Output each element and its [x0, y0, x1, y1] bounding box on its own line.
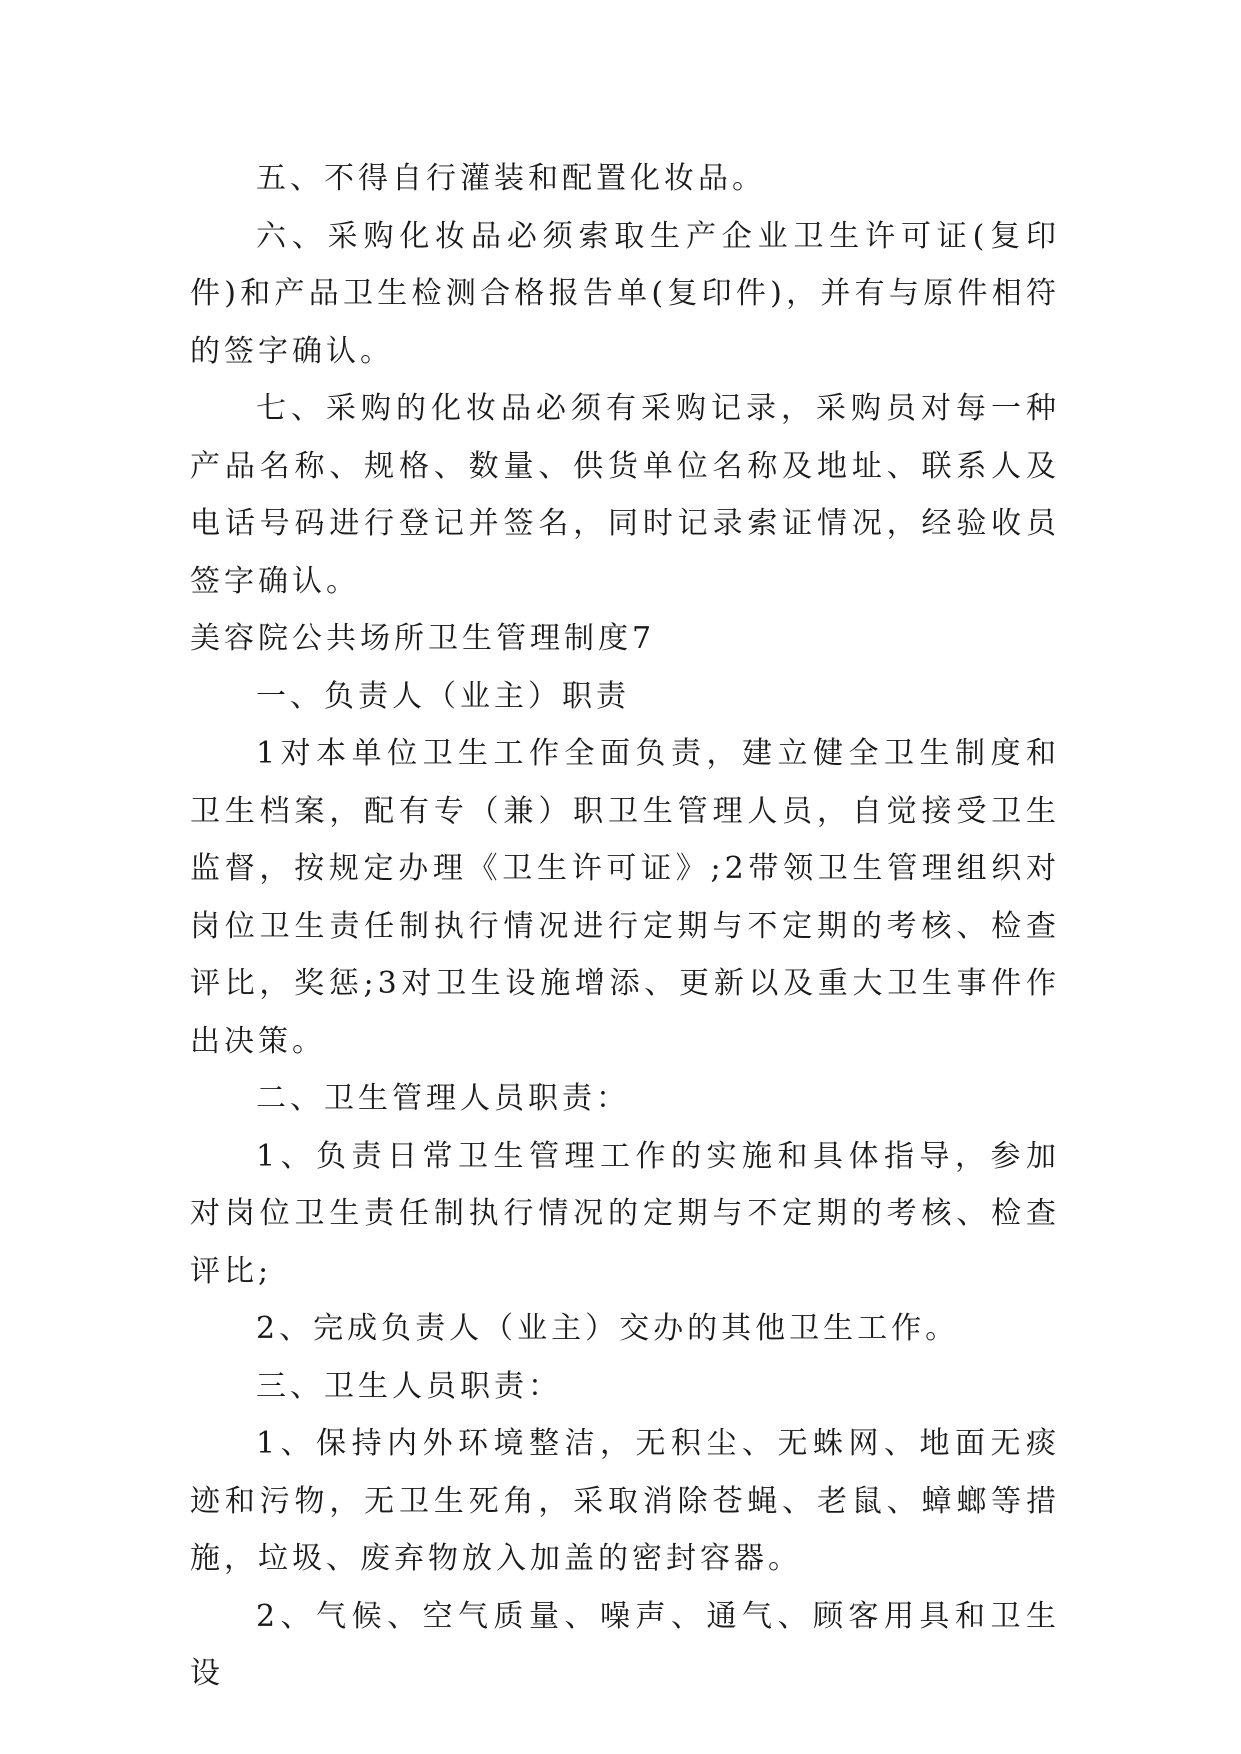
paragraph-item-5: 五、不得自行灌装和配置化妆品。 — [256, 161, 766, 196]
paragraph-manager-duty-2: 2、完成负责人（业主）交办的其他卫生工作。 — [256, 1311, 960, 1346]
paragraph-staff-duty-1: 1、保持内外环境整洁，无积尘、无蛛网、地面无痰迹和污物，无卫生死角，采取消除苍蝇、老鼠、蟑螂等措施，垃圾、废弃物放入加盖的密封容器。 — [190, 1426, 1060, 1576]
paragraph-owner-duties: 1对本单位卫生工作全面负责，建立健全卫生制度和卫生档案，配有专（兼）职卫生管理人员，自觉接受卫生监督，按规定办理《卫生许可证》;2带领卫生管理组织对岗位卫生责任制执行情况进行定期与不定期的考核、检查评比，奖惩;3对卫生设施增添、更新以及重大卫生事件作出决策。 — [190, 736, 1060, 1059]
paragraph-staff-duty-2: 2、气候、空气质量、噪声、通气、顾客用具和卫生设 — [190, 1598, 1060, 1691]
section-heading-manager-duties: 二、卫生管理人员职责： — [256, 1081, 630, 1116]
paragraph-item-7: 七、采购的化妆品必须有采购记录，采购员对每一种产品名称、规格、数量、供货单位名称及地址、联系人及电话号码进行登记并签名，同时记录索证情况，经验收员签字确认。 — [190, 391, 1060, 599]
document-body — [190, 150, 1060, 1703]
section-heading-owner-duties: 一、负责人（业主）职责 — [256, 678, 630, 714]
section-title: 美容院公共场所卫生管理制度7 — [190, 621, 656, 656]
paragraph-manager-duty-1: 1、负责日常卫生管理工作的实施和具体指导，参加对岗位卫生责任制执行情况的定期与不定期的考核、检查评比; — [190, 1138, 1060, 1289]
section-heading-staff-duties: 三、卫生人员职责： — [256, 1368, 562, 1404]
paragraph-item-6: 六、采购化妆品必须索取生产企业卫生许可证(复印件)和产品卫生检测合格报告单(复印件)，并有与原件相符的签字确认。 — [190, 218, 1060, 369]
